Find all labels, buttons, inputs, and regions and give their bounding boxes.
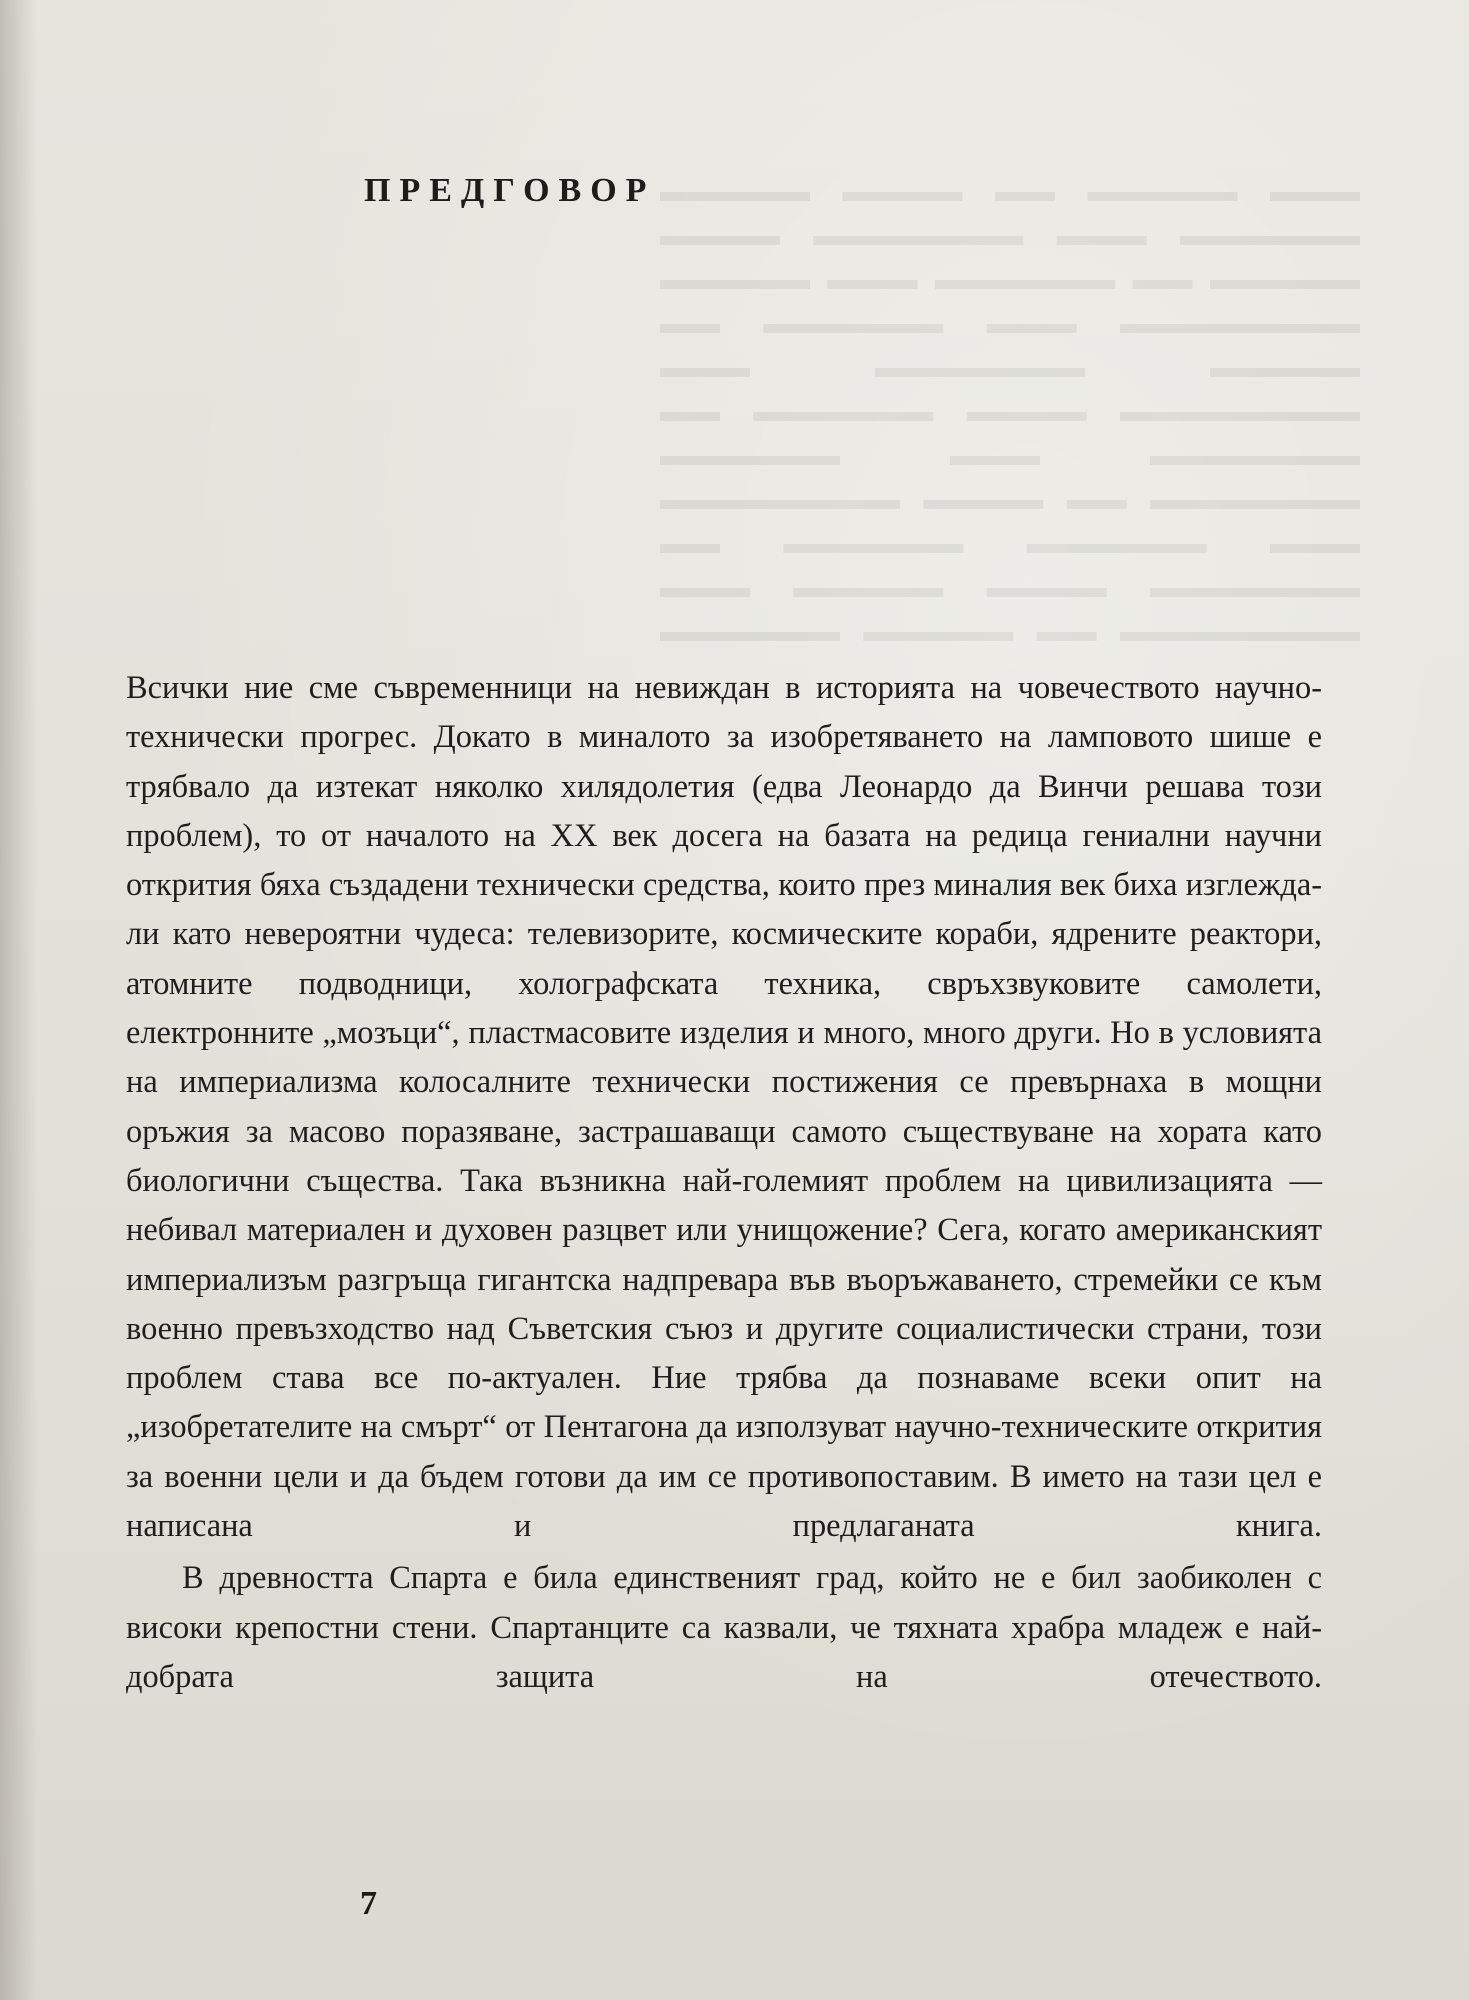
show-through-texture: ▬▬▬ ▬▬▬▬▬ ▬▬ ▬▬▬▬ ▬▬▬▬▬ ▬▬▬▬▬▬ ▬▬▬ ▬▬▬▬▬▬▬ ▬▬▬▬ ▬▬▬▬▬ ▬▬ ▬▬▬▬▬▬ ▬▬▬ ▬▬▬▬▬ ▬▬▬▬▬▬▬▬ ▬▬▬ ▬▬▬▬▬▬ ▬▬ ▬▬▬▬▬ ▬▬▬▬▬▬▬ ▬▬▬ ▬▬▬▬▬▬▬▬ ▬▬▬▬ ▬▬▬▬▬▬ ▬▬ ▬▬▬▬▬▬▬ ▬▬▬ ▬▬▬▬▬▬ ▬▬▬▬▬▬▬ ▬▬ ▬▬▬▬ ▬▬▬▬▬▬▬▬ ▬▬▬ ▬▬▬▬▬▬ ▬▬▬▬▬▬ ▬▬ ▬▬▬▬▬▬▬ ▬▬▬▬ ▬▬▬▬▬ ▬▬▬ ▬▬▬▬▬▬▬▬ ▬▬ ▬▬▬▬▬ ▬▬▬▬▬▬: [660, 175, 1360, 648]
binding-shadow: [0, 0, 38, 2000]
page-heading: ПРЕДГОВОР: [364, 172, 656, 209]
paragraph: В древността Спарта е била единственият град, който не е бил заобиколен с високи крепостни стени. Спартанците са казвали, че тяхната храбра младеж е най-добрата защита на отечеството.: [126, 1560, 1322, 1695]
paragraph: Всички ние сме съвременници на невиждан в историята на човечеството научно-технически прогрес. Докато в миналото за изобретяването на ламповото шише е трябвало да изтекат няколко хилядолетия (едва Леонардо да Винчи решава този проблем), то от началото на XX век досега на базата на редица гениални научни открития бяха създадени технически средства, които през миналия век биха изглеждали като невероятни чудеса: телевизорите, космическите кораби, ядрените реактори, атомните подводници, холографската техника, свръхзвуковите самолети, електронните „мозъци“, пластмасовите изделия и много, много други. Но в условията на империализма колосалните технически постижения се превърнаха в мощни оръжия за масово поразяване, застрашаващи самото съществуване на хората като биологични същества. Така възникна най-големият проблем на цивилизацията — небивал материален и духовен разцвет или унищожение? Сега, когато американският империализъм разгръща гигантска надпревара във въоръжаването, стремейки се към военно превъзходство над Съветския съюз и другите социалистически страни, този проблем става все по-актуален. Ние трябва да познаваме всеки опит на „изобретателите на смърт“ от Пентагона да използуват научно-техническите открития за военни цели и да бъдем готови да им се противопоставим. В името на тази цел е написана и предлаганата книга.: [126, 670, 1322, 1545]
body-text: [126, 664, 1322, 1702]
page-number: 7: [360, 1885, 377, 1922]
